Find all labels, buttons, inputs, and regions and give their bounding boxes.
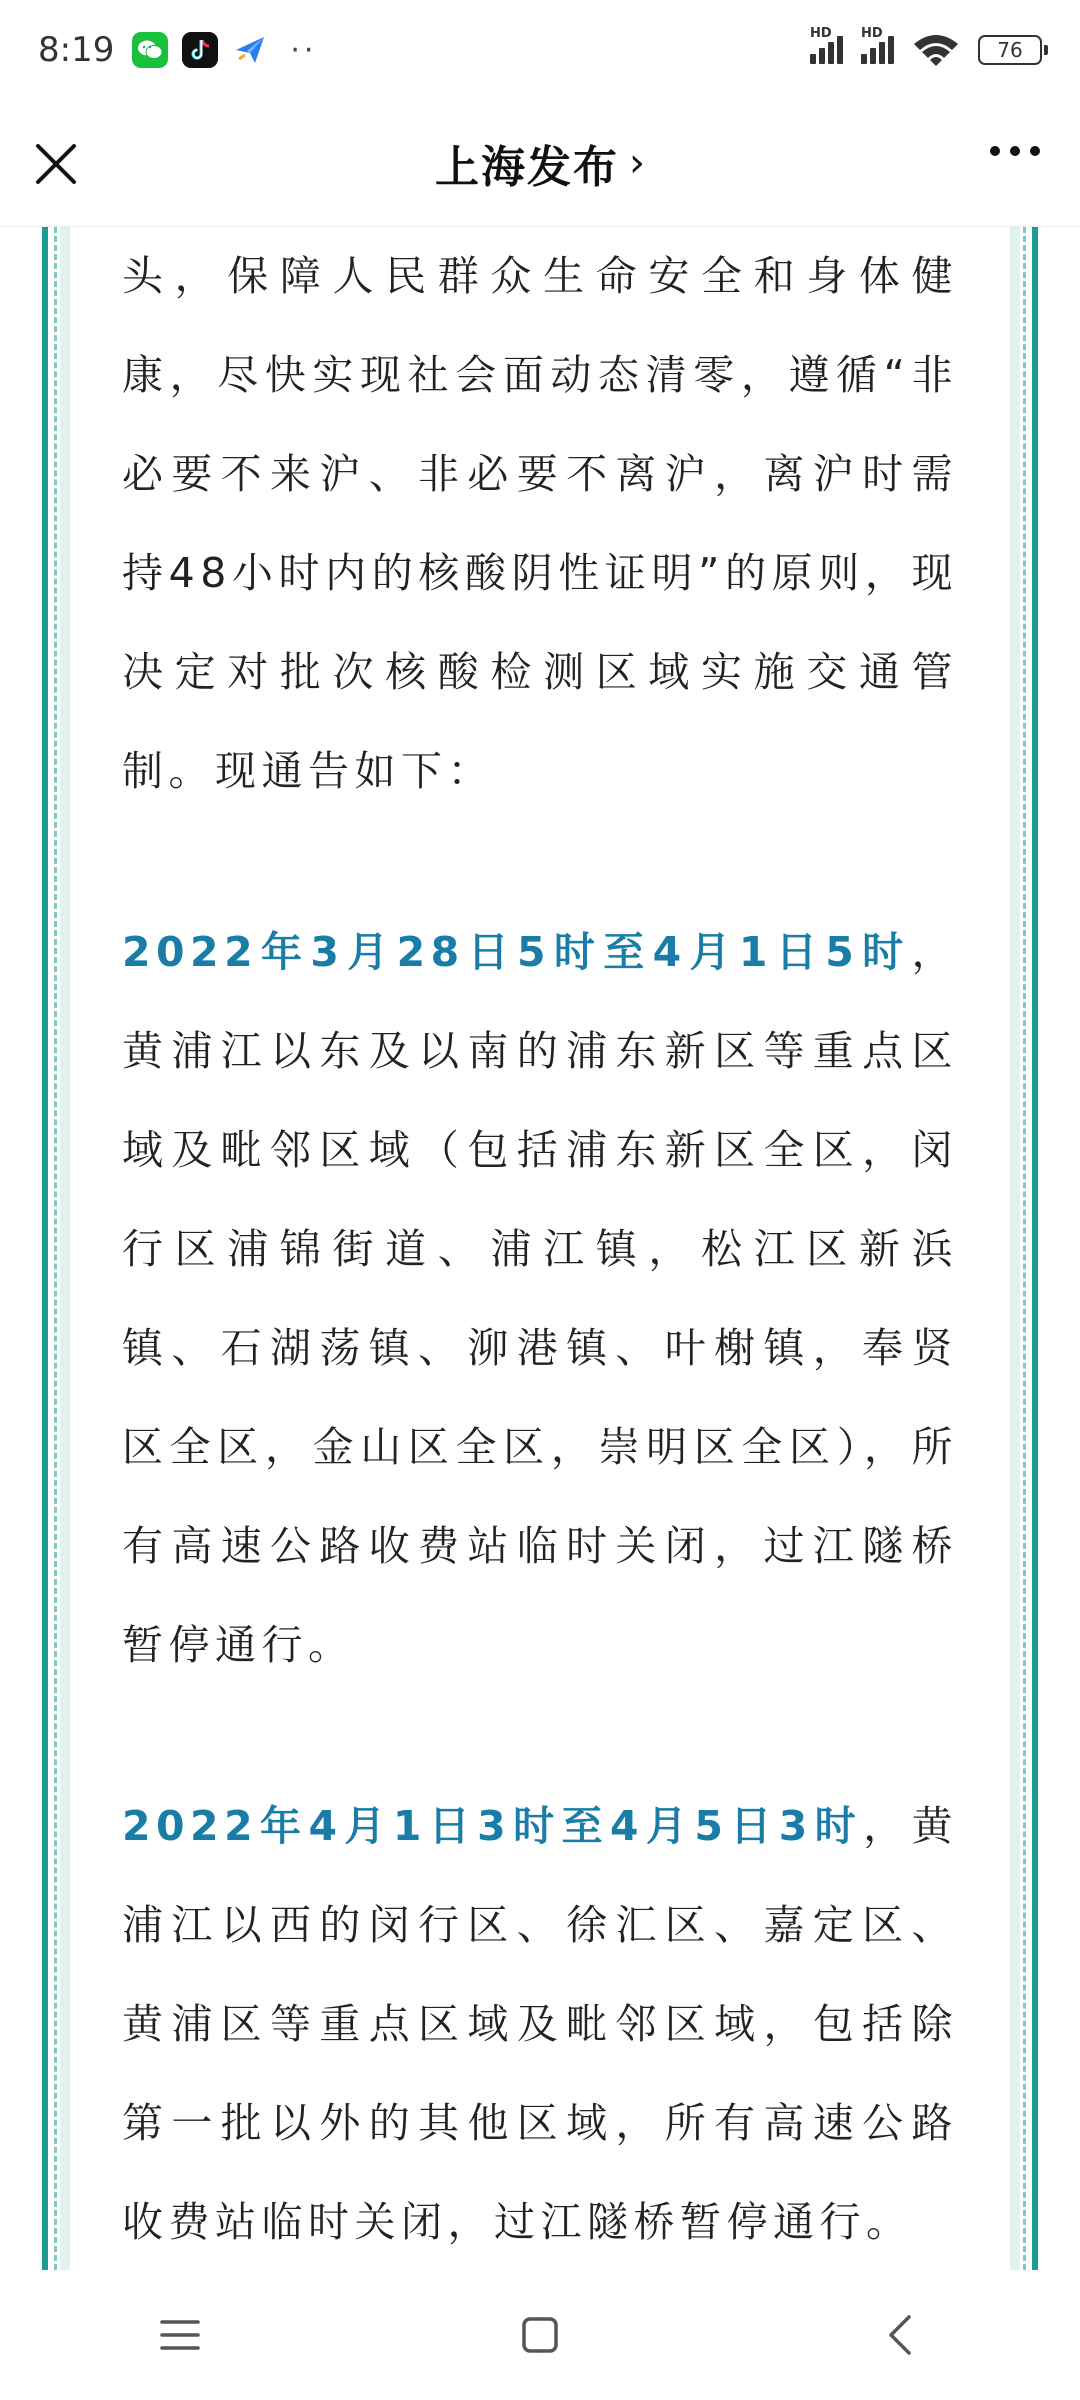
back-icon[interactable] [870, 2305, 930, 2365]
article-paragraph-3 [122, 1777, 958, 2270]
status-bar-left [38, 30, 317, 70]
decorative-border-right [998, 227, 1038, 2270]
status-time: 8:19 [38, 30, 115, 70]
status-bar [0, 0, 1080, 100]
wifi-icon [912, 32, 960, 68]
signal-strength-icon-2 [861, 26, 894, 64]
status-bar-right [792, 26, 1042, 68]
status-more-dots: ·· [290, 32, 318, 68]
signal-hd-label: HD [810, 26, 832, 41]
system-nav-bar [0, 2270, 1080, 2400]
battery-level: 76 [997, 38, 1023, 62]
article-paragraph-2 [122, 903, 958, 1695]
signal-strength-icon [810, 26, 843, 64]
signal-hd-label-2: HD [861, 26, 883, 41]
wechat-icon [132, 32, 168, 68]
article-paragraph-1: 头，保障人民群众生命安全和身体健康，尽快实现社会面动态清零，遵循“非必要不来沪、非必要不离沪，离沪时需持48小时内的核酸阴性证明”的原则，现决定对批次核酸检测区域实施交通管制。现通告如下： [122, 252, 958, 795]
paragraph-2-text: ，黄浦江以东及以南的浦东新区等重点区域及毗邻区域（包括浦东新区全区，闵行区浦锦街道、浦江镇，松江区新浜镇、石湖荡镇、泖港镇、叶榭镇，奉贤区全区，金山区全区，崇明区全区），所有高速公路收费站临时关闭，过江隧桥暂停通行。 [122, 928, 958, 1669]
paragraph-3-text: ，黄浦江以西的闵行区、徐汇区、嘉定区、黄浦区等重点区域及毗邻区域，包括除第一批以外的其他区域，所有高速公路收费站临时关闭，过江隧桥暂停通行。 [122, 1802, 958, 2246]
home-icon[interactable] [510, 2305, 570, 2365]
account-title-link[interactable] [435, 131, 645, 195]
chevron-right-icon: › [629, 140, 645, 186]
nav-bar [0, 100, 1080, 227]
menu-icon[interactable] [150, 2305, 210, 2365]
close-icon[interactable] [28, 136, 84, 192]
paper-plane-icon [232, 32, 268, 68]
more-icon[interactable] [980, 146, 1040, 156]
page-title: 上海发布 [435, 142, 619, 193]
article-body [122, 227, 958, 2270]
highlight-date-range-1: 2022年3月28日5时至4月1日5时 [122, 928, 912, 976]
article-content[interactable] [0, 227, 1080, 2270]
tiktok-icon [182, 32, 218, 68]
highlight-date-range-2: 2022年4月1日3时至4月5日3时 [122, 1802, 864, 1850]
decorative-border-left [42, 227, 82, 2270]
battery-indicator [978, 35, 1042, 65]
